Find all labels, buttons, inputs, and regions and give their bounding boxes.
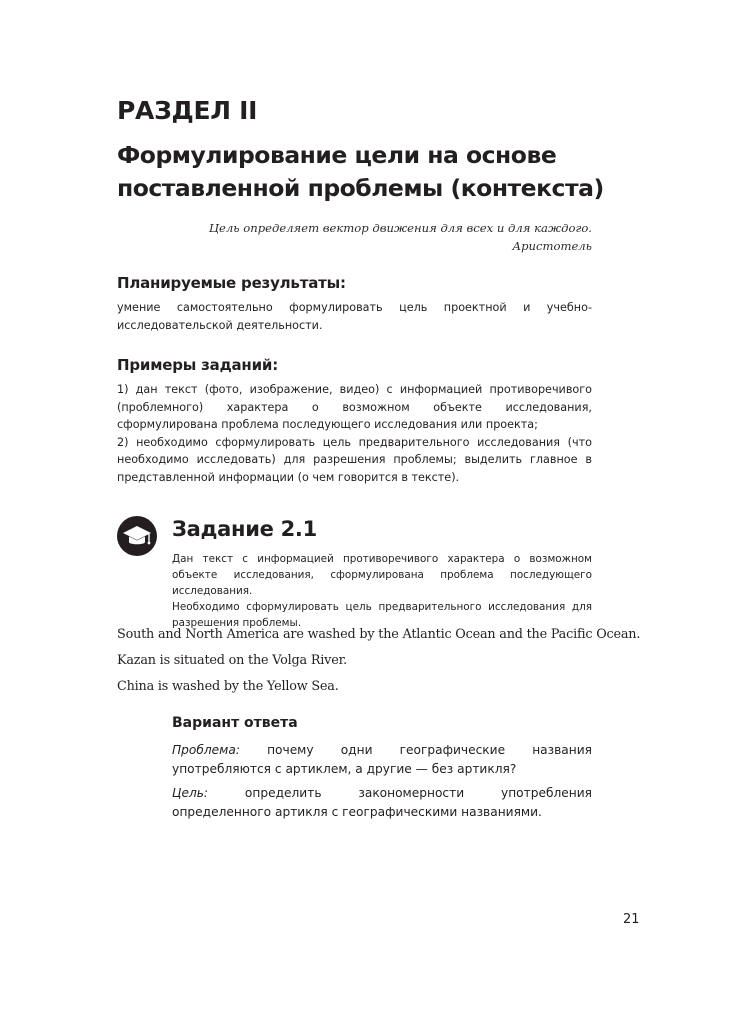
task-description-paragraph: Необходимо сформулировать цель предварительного исследования для разрешения проблемы. (172, 601, 592, 629)
english-sentence: Kazan is situated on the Volga River. (117, 653, 347, 668)
task-description-paragraph: Дан текст с информацией противоречивого характера о возможном объекте исследования, сформулирована проблема последующего исследования. (172, 553, 592, 597)
task-examples-list (117, 381, 592, 486)
section-title: Формулирование цели на основе поставленной проблемы (контекста) (117, 141, 604, 202)
section-label: РАЗДЕЛ II (117, 96, 258, 125)
problem-label: Проблема: (172, 743, 240, 757)
planned-results-paragraph: умение самостоятельно формулировать цель проектной и учебно-исследовательской деятельности. (117, 301, 592, 332)
planned-results-heading: Планируемые результаты: (117, 274, 346, 292)
task-examples-heading: Примеры заданий: (117, 356, 279, 374)
goal-label: Цель: (172, 786, 209, 800)
epigraph-author: Аристотель (512, 239, 592, 253)
epigraph-quote: Цель определяет вектор движения для всех и для каждого. (208, 221, 592, 235)
problem-text: почему одни географические названия употребляются с артиклем, а другие — без артикля? (172, 743, 593, 776)
english-sentence: South and North America are washed by the Atlantic Ocean and the Pacific Ocean. (117, 627, 641, 642)
planned-results-text (117, 299, 592, 334)
page-number: 21 (623, 912, 640, 927)
task-description (172, 551, 592, 631)
answer-heading: Вариант ответа (172, 715, 298, 731)
graduation-cap-icon (116, 515, 158, 557)
task-title: Задание 2.1 (172, 517, 317, 541)
answer-goal (172, 784, 592, 822)
goal-text: определить закономерности употребления определенного артикля с географическими названиями. (172, 786, 592, 819)
task-example-item: 1) дан текст (фото, изображение, видео) с информацией противоречивого (проблемного) характера о возможном объекте исследования, сформулирована проблема последующего исследования или проекта; (117, 383, 592, 431)
english-sentence: China is washed by the Yellow Sea. (117, 679, 339, 694)
answer-problem (172, 741, 592, 779)
epigraph (209, 219, 592, 255)
task-example-item: 2) необходимо сформулировать цель предварительного исследования (что необходимо исследовать) для разрешения проблемы; выделить главное в представленной информации (о чем говорится в тексте). (117, 435, 592, 484)
